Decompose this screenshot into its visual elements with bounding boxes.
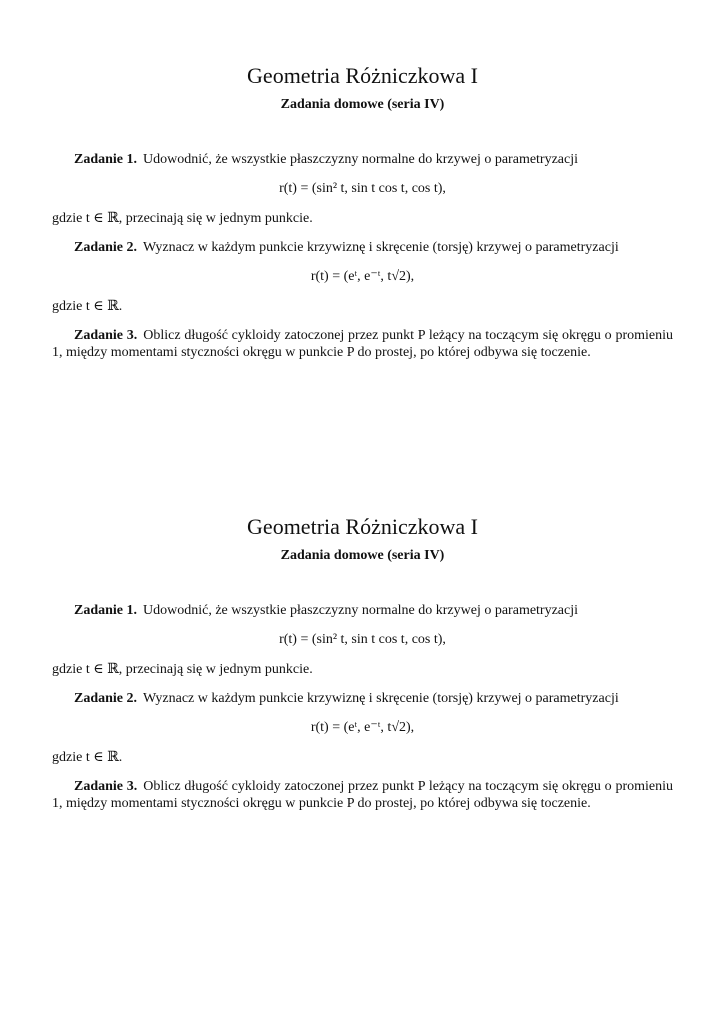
problem-3-text: Oblicz długość cykloidy zatoczonej przez punkt P leżący na toczącym się okręgu o promieniu 1, między momentami styczności okręgu w punkcie P do prostej, po której odbywa się toczenie. bbox=[52, 779, 673, 811]
problem-2-after: gdzie t ∈ ℝ. bbox=[52, 299, 123, 314]
problem-2-text: Wyznacz w każdym punkcie krzywiznę i skręcenie (torsję) krzywej o parametryzacji bbox=[143, 240, 619, 255]
sheet-title: Geometria Różniczkowa I bbox=[247, 63, 478, 88]
problem-3 bbox=[52, 778, 673, 812]
problem-1 bbox=[52, 602, 673, 619]
problem-2-formula: r(t) = (eᵗ, e⁻ᵗ, t√2), bbox=[310, 269, 415, 284]
problem-2-label: Zadanie 2. bbox=[74, 240, 138, 255]
problem-1-after: gdzie t ∈ ℝ, przecinają się w jednym punkcie. bbox=[52, 211, 313, 226]
problem-3-label: Zadanie 3. bbox=[74, 328, 138, 343]
problem-1-label: Zadanie 1. bbox=[74, 152, 138, 167]
sheet-subtitle: Zadania domowe (seria IV) bbox=[280, 548, 445, 563]
problem-2-text: Wyznacz w każdym punkcie krzywiznę i skręcenie (torsję) krzywej o parametryzacji bbox=[143, 691, 619, 706]
problem-1-formula: r(t) = (sin² t, sin t cos t, cos t), bbox=[279, 181, 446, 196]
problem-2-formula: r(t) = (eᵗ, e⁻ᵗ, t√2), bbox=[310, 720, 415, 735]
problem-1 bbox=[52, 151, 673, 168]
problem-3-label: Zadanie 3. bbox=[74, 779, 138, 794]
problem-3-text: Oblicz długość cykloidy zatoczonej przez punkt P leżący na toczącym się okręgu o promieniu 1, między momentami styczności okręgu w punkcie P do prostej, po której odbywa się toczenie. bbox=[52, 328, 673, 360]
problem-3 bbox=[52, 327, 673, 361]
problem-1-formula: r(t) = (sin² t, sin t cos t, cos t), bbox=[279, 632, 446, 647]
problem-1-text: Udowodnić, że wszystkie płaszczyzny normalne do krzywej o parametryzacji bbox=[143, 603, 579, 618]
problem-2 bbox=[52, 690, 673, 707]
problem-1-text: Udowodnić, że wszystkie płaszczyzny normalne do krzywej o parametryzacji bbox=[143, 152, 579, 167]
homework-sheet-1 bbox=[52, 62, 673, 361]
problem-2-label: Zadanie 2. bbox=[74, 691, 138, 706]
problem-2 bbox=[52, 239, 673, 256]
sheet-title: Geometria Różniczkowa I bbox=[247, 514, 478, 539]
problem-2-after: gdzie t ∈ ℝ. bbox=[52, 750, 123, 765]
sheet-subtitle: Zadania domowe (seria IV) bbox=[280, 97, 445, 112]
problem-1-label: Zadanie 1. bbox=[74, 603, 138, 618]
homework-sheet-2 bbox=[52, 513, 673, 812]
problem-1-after: gdzie t ∈ ℝ, przecinają się w jednym punkcie. bbox=[52, 662, 313, 677]
